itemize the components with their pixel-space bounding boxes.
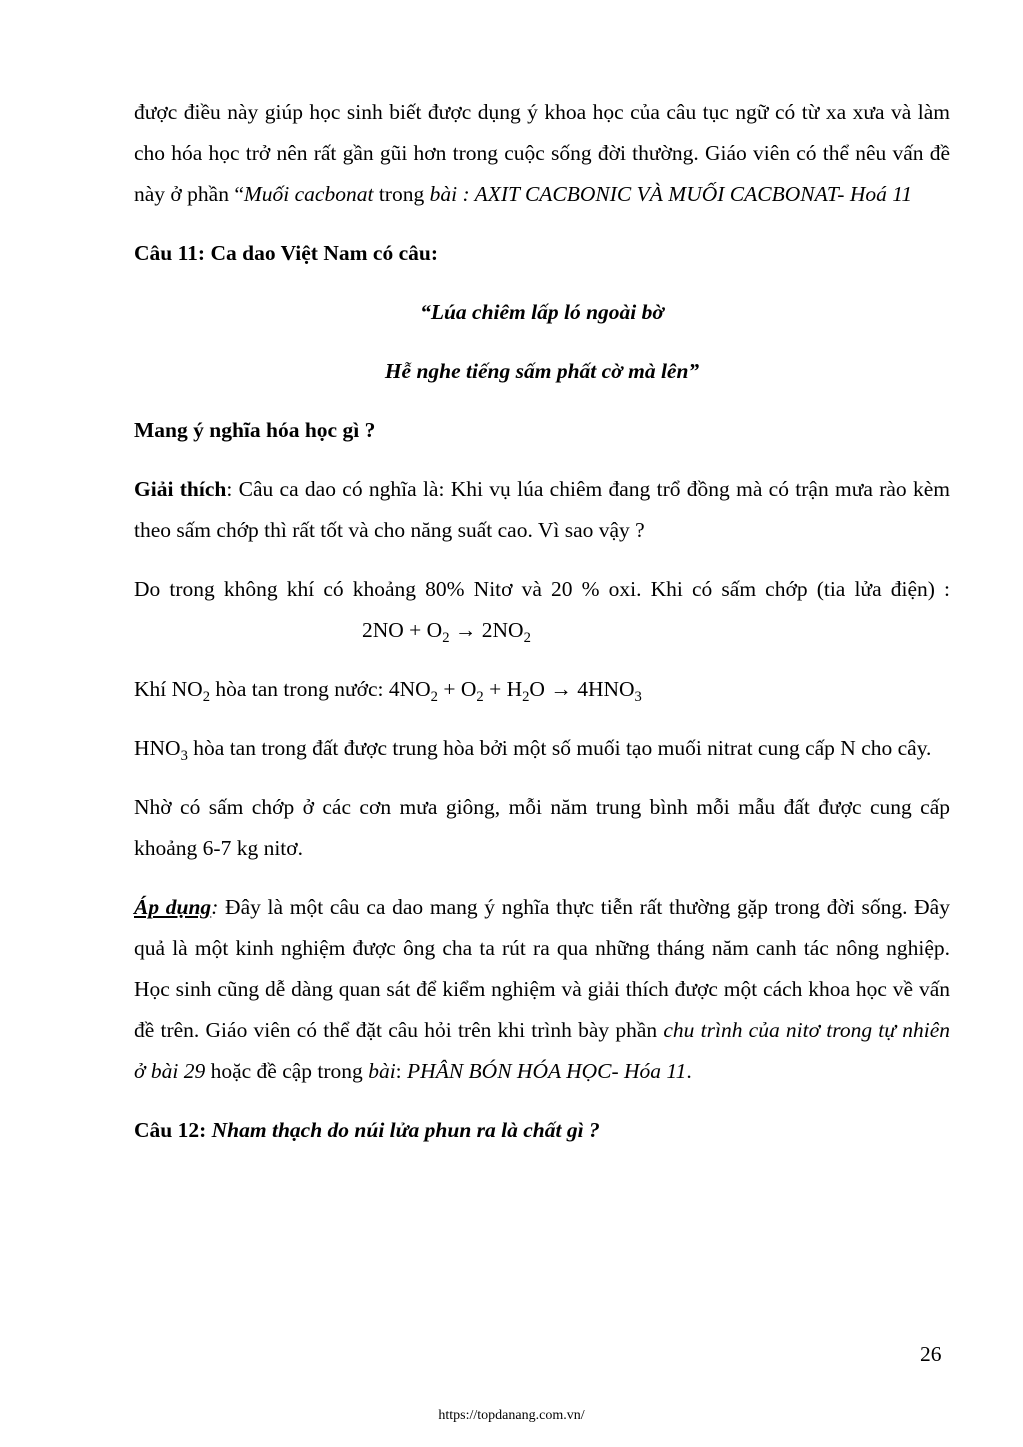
poem-line-2: Hễ nghe tiếng sấm phất cờ mà lên” — [384, 359, 700, 383]
footer-url[interactable]: https://topdanang.com.vn/ — [438, 1408, 585, 1423]
apply-text: Đây là một câu ca dao mang ý nghĩa thực tiễn rất thường gặp trong đời sống. Đây quả là một kinh nghiệm được ông cha ta rút ra qua những tháng năm canh tác nông nghiệp. Học sinh cũng dễ dàng quan sát để kiểm nghiệm và giải thích được một cách khoa học về vấn đề trên. Giáo viên có thể đặt câu hỏi trên khi trình bày phần — [134, 895, 950, 1042]
question-11-text: Ca dao Việt Nam có câu: — [205, 241, 438, 265]
intro-text-2: trong — [373, 182, 430, 206]
eq-subscript: 3 — [180, 748, 188, 765]
explanation-paragraph — [134, 469, 950, 551]
explanation-text: : Câu ca dao có nghĩa là: Khi vụ lúa chiêm đang trổ đồng mà có trận mưa rào kèm theo sấm chớp thì rất tốt và cho năng suất cao. Vì sao vậy ? — [134, 477, 950, 542]
eq-subscript: 2 — [522, 689, 530, 706]
question-11-label: Câu 11: — [134, 241, 206, 265]
hno3-paragraph — [134, 728, 950, 769]
eq-subscript: 2 — [430, 689, 438, 706]
eq-subscript: 3 — [634, 689, 642, 706]
eq-part: → 2NO — [449, 618, 524, 642]
air-paragraph — [134, 569, 950, 651]
eq-part: + O — [437, 677, 477, 701]
eq-part: O → 4HNO — [529, 677, 635, 701]
apply-colon: : — [211, 895, 219, 919]
eq-part: HNO — [134, 736, 181, 760]
meaning-question: Mang ý nghĩa hóa học gì ? — [134, 418, 376, 442]
apply-italic-2: bài — [368, 1059, 396, 1083]
eq-part: + H — [483, 677, 523, 701]
apply-text-4: . — [686, 1059, 692, 1083]
apply-paragraph — [134, 887, 950, 1092]
apply-label: Áp dụng — [134, 895, 212, 919]
apply-text-3: : — [395, 1059, 408, 1083]
eq-subscript: 2 — [442, 630, 450, 647]
question-12 — [134, 1110, 950, 1151]
intro-italic-1: Muối cacbonat — [243, 182, 374, 206]
eq-subscript: 2 — [476, 689, 484, 706]
intro-italic-2: bài : AXIT CACBONIC VÀ MUỐI CACBONAT- Hoá 11 — [429, 182, 913, 206]
question-11 — [134, 233, 950, 274]
air-text: Do trong không khí có khoảng 80% Nitơ và 20 % oxi. Khi có sấm chớp (tia lửa điện) : — [134, 577, 950, 601]
intro-text: được điều này giúp học sinh biết được dụng ý khoa học của câu tục ngữ có từ xa xưa và làm cho hóa học trở nên rất gần gũi hơn trong cuộc sống đời thường. Giáo viên có thể nêu vấn đề này ở phần “ — [134, 100, 950, 206]
intro-paragraph — [134, 92, 950, 215]
nitrogen-paragraph: Nhờ có sấm chớp ở các cơn mưa giông, mỗi năm trung bình mỗi mẫu đất được cung cấp khoảng 6-7 kg nitơ. — [134, 795, 950, 860]
eq-part: Khí NO — [134, 677, 203, 701]
eq-subscript: 2 — [523, 630, 531, 647]
page-content — [134, 92, 950, 1151]
question-12-label: Câu 12: — [134, 1118, 207, 1142]
eq-part: 2NO + O — [362, 618, 443, 642]
eq-part: hòa tan trong nước: 4NO — [210, 677, 431, 701]
eq-subscript: 2 — [202, 689, 210, 706]
apply-italic-3: PHÂN BÓN HÓA HỌC- Hóa 11 — [407, 1059, 687, 1083]
dissolve-paragraph — [134, 669, 950, 710]
equation-no2 — [362, 610, 531, 651]
question-12-text: Nham thạch do núi lửa phun ra là chất gì ? — [206, 1118, 600, 1142]
apply-text-2: hoặc đề cập trong — [205, 1059, 369, 1083]
poem-line-1: “Lúa chiêm lấp ló ngoài bờ — [420, 300, 664, 324]
page-number: 26 — [920, 1342, 942, 1366]
explanation-label: Giải thích — [134, 477, 227, 501]
apply-italic-1: chu trình của nitơ trong tự nhiên ở bài 29 — [134, 1018, 950, 1083]
hno3-text: hòa tan trong đất được trung hòa bởi một số muối tạo muối nitrat cung cấp N cho cây. — [187, 736, 932, 760]
